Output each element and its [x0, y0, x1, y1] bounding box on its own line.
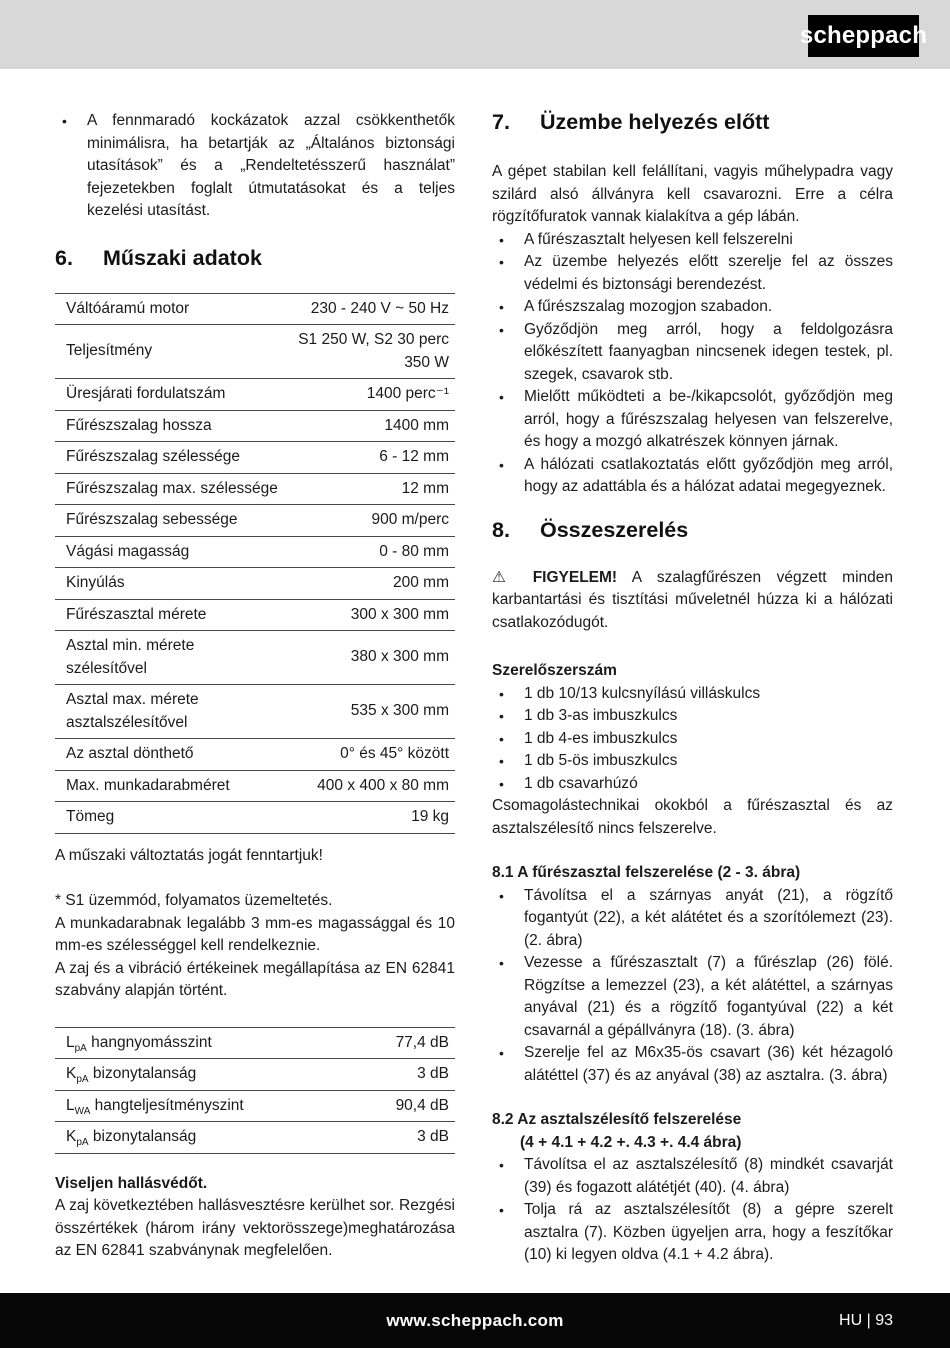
section-title: Összeszerelés	[540, 517, 689, 542]
section-6-heading	[55, 246, 455, 271]
table-row	[55, 685, 455, 739]
table-row	[55, 770, 455, 802]
spec-value: 400 x 400 x 80 mm	[317, 776, 449, 794]
warning-bold: FIGYELEM!	[532, 568, 618, 586]
list-item: • Az üzembe helyezés előtt szerelje fel az összes védelmi és biztonsági berendezést.	[492, 251, 893, 296]
section-7-heading	[492, 110, 893, 135]
notes-block	[55, 890, 455, 1003]
noise-label-text: hangnyomásszint	[86, 1033, 212, 1051]
section-number: 8.	[492, 517, 510, 542]
spec-label: Fűrészasztal mérete	[66, 605, 207, 623]
table-row	[55, 599, 455, 631]
spec-value: 380 x 300 mm	[350, 648, 449, 666]
section-8-heading	[492, 518, 893, 543]
spec-label: Fűrészszalag szélessége	[66, 448, 241, 465]
residual-risk-list	[55, 110, 455, 223]
hearing-protection-block	[55, 1173, 455, 1263]
footer-bar	[0, 1293, 950, 1348]
section-7-intro: A gépet stabilan kell felállítani, vagyis műhelypadra vagy szilárd alsó állványra kell csavarozni. Erre a célra rögzítőfuratok vannak kialakítva a gép lábán.	[492, 163, 893, 225]
list-item: • Tolja rá az asztalszélesítőt (8) a gépre szerelt asztalra (7). Közben ügyeljen arra, hogy a feszítőkar (10) ki legyen oldva (4.1 + 4.2 ábra).	[492, 1199, 893, 1267]
spec-label: Kinyúlás	[66, 574, 125, 591]
hearing-protection-text: A zaj következtében hallásvesztésre kerülhet sor. Rezgési összértékek (három irány vektorösszege)meghatározása az EN 62841 szabványnak megfelelően.	[55, 1197, 455, 1259]
table-row	[55, 473, 455, 505]
spec-label: Üresjárati fordulatszám	[66, 385, 226, 402]
list-item: • Távolítsa el a szárnyas anyát (21), a rögzítő fogantyút (22), a két alátétet és a szorítólemezt (23). (2. ábra)	[492, 885, 893, 953]
table-row	[55, 379, 455, 411]
noise-symbol-subscript: WA	[74, 1105, 91, 1117]
table-row	[55, 293, 455, 325]
list-item: • Vezesse a fűrészasztalt (7) a fűrészlap (26) fölé. Rögzítse a lemezzel (23), a két alátéttel, a szárnyas anyával (21) és a rögzítő fogantyúval (22) a két csavarnál a gépállványra (18). (3. ábra)	[492, 952, 893, 1042]
list-item: • Távolítsa el az asztalszélesítő (8) mindkét csavarját (39) és fogazott alátétjét (40). (4. ábra)	[492, 1154, 893, 1199]
footer-page-number: HU | 93	[839, 1311, 893, 1329]
noise-value: 3 dB	[417, 1065, 449, 1082]
noise-symbol: K	[66, 1065, 77, 1082]
spec-label: Max. munkadarabméret	[66, 776, 230, 794]
noise-symbol-subscript: pA	[74, 1042, 87, 1054]
section-title: Üzembe helyezés előtt	[540, 110, 770, 134]
list-item: • 1 db 4-es imbuszkulcs	[492, 728, 893, 751]
list-item: • A fűrészasztalt helyesen kell felszerelni	[492, 229, 893, 252]
section-8-2-bullet-list	[492, 1154, 893, 1267]
list-item: • 1 db 5-ös imbuszkulcs	[492, 750, 893, 773]
table-row	[55, 1122, 455, 1154]
section-title: Műszaki adatok	[103, 245, 262, 270]
spec-value: 900 m/perc	[371, 511, 449, 528]
spec-label: Fűrészszalag max. szélessége	[66, 479, 278, 497]
spec-label: Vágási magasság	[66, 542, 190, 560]
section-8-1-heading: 8.1 A fűrészasztal felszerelése (2 - 3. ábra)	[492, 864, 801, 881]
list-item: • Győződjön meg arról, hogy a feldolgozásra előkészített faanyagban nincsenek idegen testek, pl. szegek, csavarok stb.	[492, 319, 893, 387]
list-item: • A hálózati csatlakoztatás előtt győződjön meg arról, hogy az adattábla és a hálózat adatai megegyeznek.	[492, 454, 893, 499]
hearing-protection-bold: Viseljen hallásvédőt.	[55, 1174, 208, 1192]
warning-paragraph	[492, 567, 893, 635]
table-row	[55, 739, 455, 771]
table-row	[55, 631, 455, 685]
table-row	[55, 802, 455, 834]
warning-triangle-icon: ⚠	[492, 568, 518, 586]
note-line: A zaj és a vibráció értékeinek megállapítása az EN 62841 szabvány alapján történt.	[55, 959, 455, 999]
table-row	[55, 1027, 455, 1059]
noise-label	[55, 1027, 283, 1059]
note-line: A munkadarabnak legalább 3 mm-es magassággal és 10 mm-es szélességgel kell rendelkeznie.	[55, 914, 455, 954]
table-row	[55, 442, 455, 474]
section-8-2-heading: 8.2 Az asztalszélesítő felszerelése	[492, 1111, 742, 1128]
table-row	[55, 1059, 455, 1091]
spec-label: Asztal max. mérete asztalszélesítővel	[66, 691, 199, 731]
section-7-bullet-list	[492, 229, 893, 499]
list-item: • 1 db csavarhúzó	[492, 773, 893, 796]
spec-label: Teljesítmény	[66, 342, 153, 360]
list-item: • 1 db 3-as imbuszkulcs	[492, 705, 893, 728]
spec-value: 1400 mm	[384, 416, 449, 434]
spec-value: 12 mm	[401, 479, 449, 497]
reserve-note: A műszaki változtatás jogát fenntartjuk!	[55, 846, 323, 864]
spec-label: Fűrészszalag sebessége	[66, 511, 238, 528]
noise-label-text: bizonytalanság	[88, 1065, 197, 1082]
section-8-2	[492, 1109, 893, 1267]
list-item: • Mielőtt működteti a be-/kikapcsolót, győződjön meg arról, hogy a fűrészszalag helyesen van felszerelve, és hogy a mozgó alkatrészek könnyen járnak.	[492, 386, 893, 454]
left-column	[55, 110, 455, 1267]
noise-value: 77,4 dB	[395, 1033, 449, 1051]
spec-label: Az asztal dönthető	[66, 745, 194, 762]
scheppach-logo	[799, 15, 928, 57]
noise-values-table	[55, 1027, 455, 1154]
spec-value: 535 x 300 mm	[350, 702, 449, 720]
right-column	[492, 110, 893, 1267]
note-line: * S1 üzemmód, folyamatos üzemeltetés.	[55, 892, 333, 909]
section-number: 6.	[55, 245, 73, 270]
spec-value: S1 250 W, S2 30 perc 350 W	[298, 331, 449, 371]
spec-value: 230 - 240 V ~ 50 Hz	[310, 299, 449, 317]
spec-value: 0 - 80 mm	[379, 542, 449, 560]
spec-label: Asztal min. mérete szélesítővel	[66, 637, 195, 677]
tools-list	[492, 683, 893, 796]
noise-label-text: hangteljesítményszint	[90, 1096, 244, 1114]
noise-value: 90,4 dB	[395, 1096, 449, 1114]
list-item: • Szerelje fel az M6x35-ös csavart (36) két hézagoló alátéttel (37) és az anyával (38) az asztalra. (3. ábra)	[492, 1042, 893, 1087]
table-row	[55, 568, 455, 600]
footer-website: www.scheppach.com	[386, 1310, 564, 1330]
noise-symbol: L	[66, 1096, 75, 1114]
table-row	[55, 325, 455, 379]
table-row	[55, 410, 455, 442]
spec-value: 6 - 12 mm	[379, 448, 449, 465]
spec-value: 200 mm	[393, 574, 449, 591]
spec-value: 300 x 300 mm	[350, 605, 449, 623]
warning-text: A szalagfűrészen végzett minden karbantartási és tisztítási műveletnél húzza ki a hálózati csatlakozódugót.	[492, 568, 893, 631]
table-row	[55, 536, 455, 568]
spec-value: 0° és 45° között	[340, 745, 449, 762]
noise-label	[55, 1090, 283, 1122]
list-item: • A fűrészszalag mozogjon szabadon.	[492, 296, 893, 319]
spec-value: 1400 perc⁻¹	[366, 385, 449, 402]
tools-note: Csomagolástechnikai okokból a fűrészasztal és az asztalszélesítő nincs felszerelve.	[492, 797, 893, 837]
section-8-1-bullet-list	[492, 885, 893, 1088]
spec-label: Fűrészszalag hossza	[66, 416, 212, 434]
top-band	[0, 0, 950, 69]
noise-label	[55, 1122, 283, 1154]
noise-symbol-subscript: pA	[76, 1074, 89, 1086]
list-item: • 1 db 10/13 kulcsnyílású villáskulcs	[492, 683, 893, 706]
technical-data-table	[55, 293, 455, 834]
noise-symbol-subscript: pA	[76, 1137, 89, 1149]
page-content	[0, 69, 950, 1267]
section-number: 7.	[492, 110, 510, 134]
spec-value: 19 kg	[411, 808, 449, 825]
list-item: • A fennmaradó kockázatok azzal csökkenthetők minimálisra, ha betartják az „Általános biztonsági utasítások” és a „Rendeltetésszerű használat” fejezetekben foglalt útmutatásokat és a teljes kezelési utasítást.	[55, 110, 455, 223]
scheppach-logo-text: scheppach	[799, 22, 928, 49]
spec-label: Váltóáramú motor	[66, 299, 190, 317]
noise-label-text: bizonytalanság	[88, 1128, 197, 1145]
table-row	[55, 505, 455, 537]
table-row	[55, 1090, 455, 1122]
section-8-2-heading-line2: (4 + 4.1 + 4.2 +. 4.3 +. 4.4 ábra)	[520, 1133, 742, 1151]
spec-label: Tömeg	[66, 808, 115, 825]
noise-symbol: L	[66, 1033, 75, 1051]
noise-value: 3 dB	[417, 1128, 449, 1145]
tools-heading: Szerelőszerszám	[492, 662, 617, 679]
noise-symbol: K	[66, 1128, 77, 1145]
noise-label	[55, 1059, 283, 1091]
section-8-1	[492, 862, 893, 1087]
